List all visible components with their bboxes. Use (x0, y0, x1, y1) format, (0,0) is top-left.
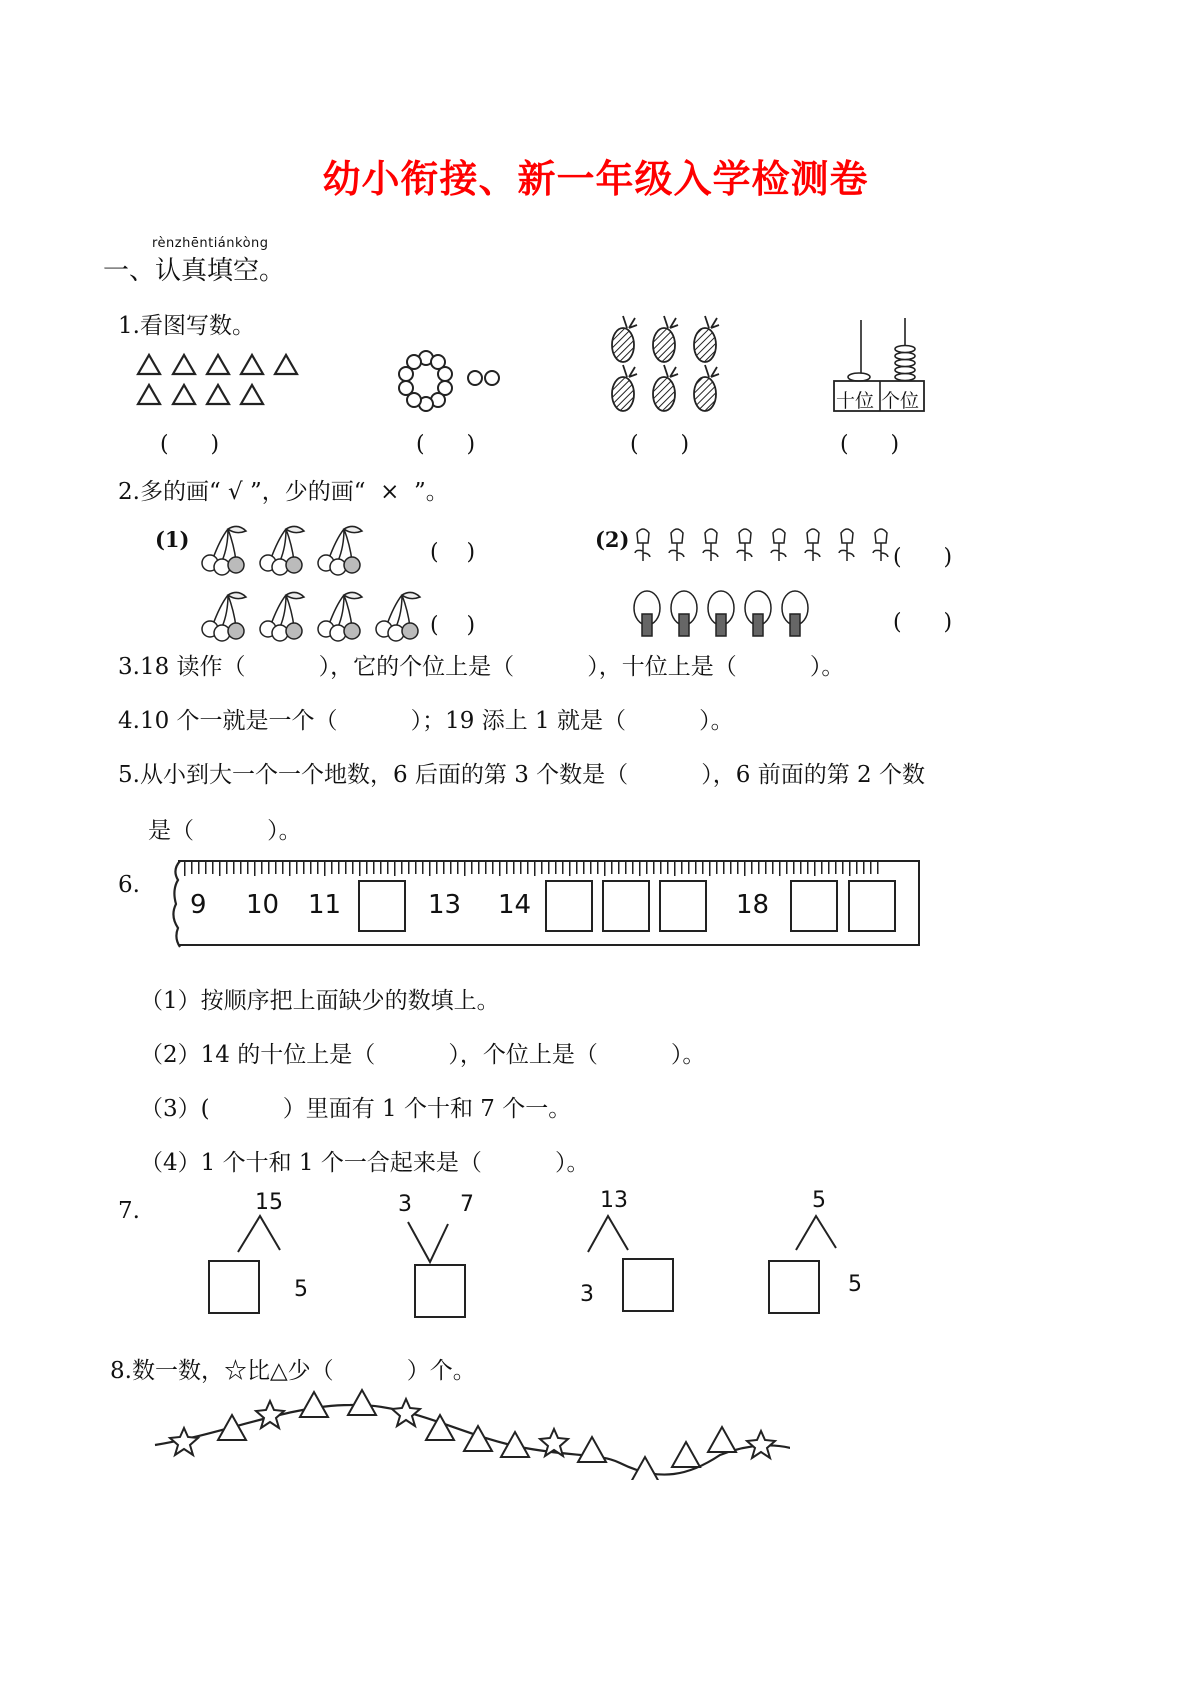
triangle-icon (300, 1392, 328, 1417)
q1-answer-1[interactable]: ( ) (160, 432, 220, 457)
tree3-answer-box[interactable] (622, 1258, 674, 1312)
q5-line1: 5.从小到大一个一个地数，6 后面的第 3 个数是（ ），6 前面的第 2 个数 (118, 762, 925, 788)
q5-line2: 是（ ）。 (148, 818, 302, 844)
triangle-icon (672, 1442, 700, 1467)
section-pinyin: rènzhēntiánkòng (152, 236, 269, 251)
q2-part1-label: (1) (155, 527, 190, 552)
q6-sub2: （2）14 的十位上是（ ），个位上是（ ）。 (140, 1042, 706, 1068)
pineapples-picture (605, 312, 725, 417)
q6-sub1: （1）按顺序把上面缺少的数填上。 (140, 988, 500, 1014)
tree4-top: 5 (812, 1188, 826, 1213)
ruler (178, 860, 920, 946)
tree1-top: 15 (255, 1190, 283, 1215)
triangle-icon (708, 1427, 736, 1452)
q2-label: 2.多的画“ √ ”，少的画“ × ”。 (118, 479, 449, 505)
ruler-number: 13 (428, 890, 462, 920)
q2-part2-answer-1[interactable]: ( ) (893, 545, 953, 570)
ruler-number: 10 (246, 890, 280, 920)
ruler-blank-box[interactable] (790, 880, 838, 932)
cherries-row-2 (200, 591, 436, 643)
tree3-lines (582, 1214, 662, 1254)
q1-answer-4[interactable]: ( ) (840, 432, 900, 457)
tree2-top-left: 3 (398, 1192, 412, 1217)
q1-label: 1.看图写数。 (118, 313, 255, 339)
q2-part2-label: (2) (595, 527, 630, 552)
q6-sub4: （4）1 个十和 1 个一合起来是（ ）。 (140, 1150, 590, 1176)
ruler-blank-box[interactable] (602, 880, 650, 932)
ruler-left-edge (170, 860, 184, 948)
tree2-top-right: 7 (460, 1192, 474, 1217)
triangle-icon (348, 1390, 376, 1415)
ruler-number: 11 (308, 890, 342, 920)
ruler-major-ticks (184, 862, 884, 876)
ruler-blank-box[interactable] (545, 880, 593, 932)
q6-sub3: （3）( ）里面有 1 个十和 7 个一。 (140, 1096, 572, 1122)
star-icon (256, 1401, 284, 1428)
star-icon (747, 1431, 775, 1458)
roses-row (633, 527, 903, 569)
ruler-number: 14 (498, 890, 532, 920)
tree4-answer-box[interactable] (768, 1260, 820, 1314)
tree4-right: 5 (848, 1272, 862, 1297)
q7-label: 7. (118, 1198, 140, 1224)
ruler-number: 18 (736, 890, 770, 920)
tree4-lines (790, 1214, 870, 1254)
q4-text: 4.10 个一就是一个（ ）；19 添上 1 就是（ ）。 (118, 708, 734, 734)
q8-label: 8.数一数，☆比△少（ ）个。 (110, 1358, 476, 1384)
star-icon (170, 1428, 198, 1455)
q1-answer-2[interactable]: ( ) (416, 432, 476, 457)
triangle-icon (218, 1415, 246, 1440)
page-title: 幼小衔接、新一年级入学检测卷 (322, 157, 869, 201)
ruler-number: 9 (190, 890, 207, 920)
abacus-ones-label: 个位 (881, 390, 920, 412)
tree1-answer-box[interactable] (208, 1260, 260, 1314)
tree1-lines (230, 1214, 310, 1254)
star-icon (392, 1399, 420, 1426)
q2-part1-answer-2[interactable]: ( ) (430, 613, 476, 638)
trees-row (633, 590, 823, 640)
abacus-tens-label: 十位 (836, 390, 875, 412)
tree3-left: 3 (580, 1282, 594, 1307)
tree1-right: 5 (294, 1277, 308, 1302)
ruler-blank-box[interactable] (848, 880, 896, 932)
triangles-picture (135, 352, 305, 412)
tree3-top: 13 (600, 1188, 628, 1213)
ruler-blank-box[interactable] (358, 880, 406, 932)
beads-picture (398, 350, 508, 412)
tree2-lines (400, 1220, 480, 1266)
ruler-blank-box[interactable] (659, 880, 707, 932)
star-triangle-wave (140, 1385, 790, 1480)
q2-part2-answer-2[interactable]: ( ) (893, 610, 953, 635)
q3-text: 3.18 读作（ ），它的个位上是（ ），十位上是（ ）。 (118, 654, 845, 680)
section-heading: 一、认真填空。 (103, 256, 286, 286)
q6-label: 6. (118, 872, 140, 898)
triangle-icon (578, 1437, 606, 1462)
q2-part1-answer-1[interactable]: ( ) (430, 540, 476, 565)
tree2-answer-box[interactable] (414, 1264, 466, 1318)
cherries-row-1 (200, 525, 380, 577)
q1-answer-3[interactable]: ( ) (630, 432, 690, 457)
